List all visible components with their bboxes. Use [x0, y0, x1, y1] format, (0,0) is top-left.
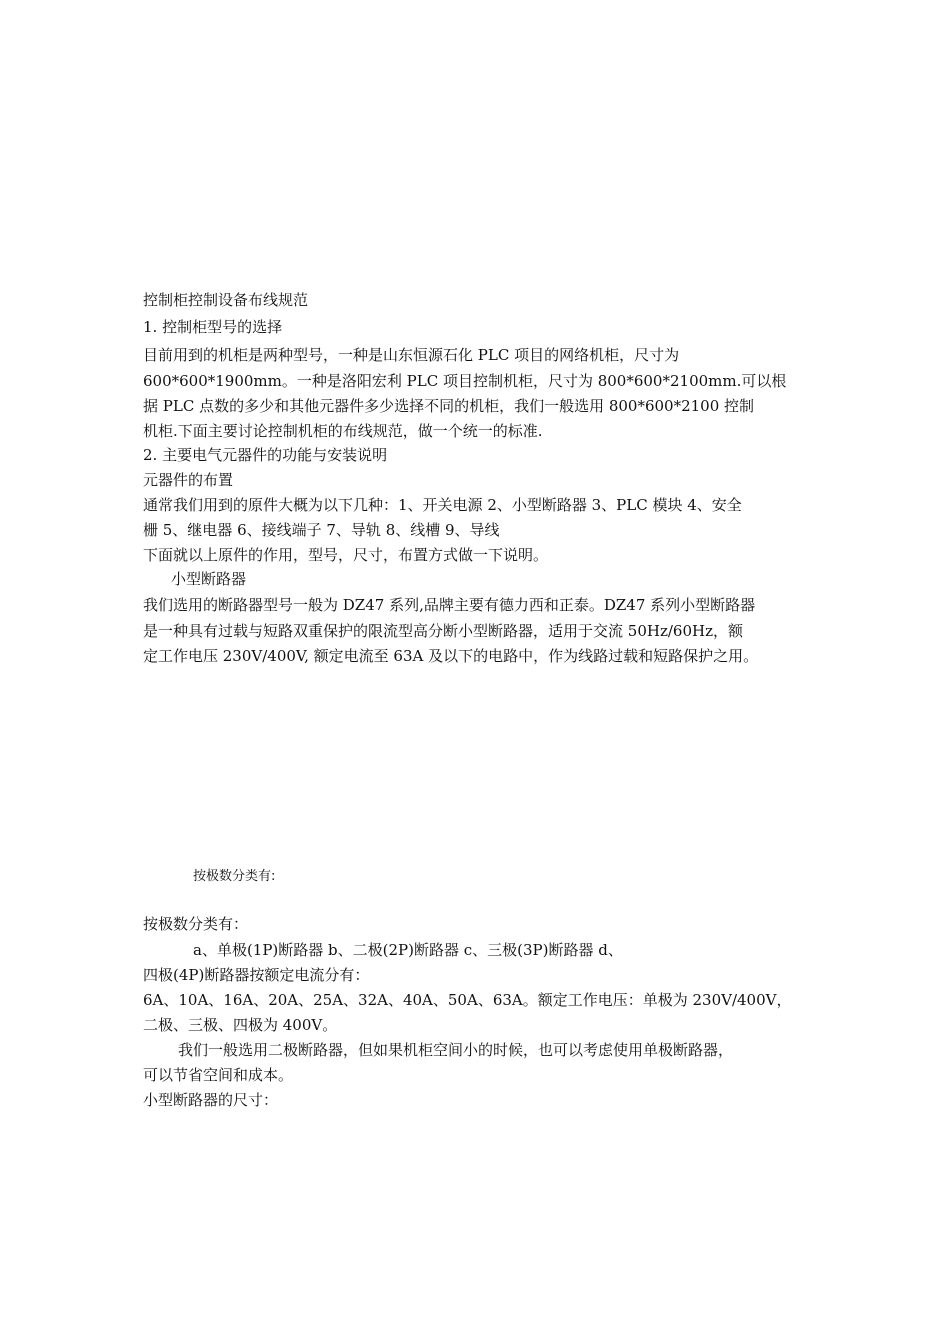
breaker-line: 是一种具有过载与短路双重保护的限流型高分断小型断路器，适用于交流 50Hz/60Hz，额 [143, 622, 743, 640]
components-line: 栅 5、继电器 6、接线端子 7、导轨 8、线槽 9、导线 [143, 521, 500, 539]
components-line: 通常我们用到的原件大概为以下几种：1、开关电源 2、小型断路器 3、PLC 模块 4、安全 [143, 496, 742, 514]
poles-small-label: 按极数分类有: [193, 869, 276, 884]
layout-subheading: 元器件的布置 [143, 471, 234, 489]
poles-heading: 按极数分类有： [143, 915, 249, 933]
document-title: 控制柜控制设备布线规范 [143, 291, 309, 309]
poles-line: 四极(4P)断路器按额定电流分有： [143, 966, 370, 984]
breaker-line: 我们选用的断路器型号一般为 DZ47 系列,品牌主要有德力西和正泰。DZ47 系列小型断路器 [143, 596, 756, 614]
breaker-line: 定工作电压 230V/400V, 额定电流至 63A 及以下的电路中，作为线路过载和短路保护之用。 [143, 647, 759, 665]
poles-line: 二极、三极、四极为 400V。 [143, 1016, 338, 1034]
usage-line: 可以节省空间和成本。 [143, 1066, 294, 1084]
poles-line: a、单极(1P)断路器 b、二极(2P)断路器 c、三极(3P)断路器 d、 [193, 941, 623, 959]
components-line: 下面就以上原件的作用，型号，尺寸，布置方式做一下说明。 [143, 546, 549, 564]
poles-line: 6A、10A、16A、20A、25A、32A、40A、50A、63A。额定工作电压：单极为 230V/400V， [143, 991, 792, 1009]
usage-line: 我们一般选用二极断路器，但如果机柜空间小的时候，也可以考虑使用单极断路器， [178, 1041, 734, 1059]
section-1-line: 机柜.下面主要讨论控制机柜的布线规范，做一个统一的标准. [143, 422, 543, 440]
section-1-heading: 1. 控制柜型号的选择 [143, 318, 283, 336]
section-2-heading: 2. 主要电气元器件的功能与安装说明 [143, 446, 388, 464]
section-1-line: 600*600*1900mm。一种是洛阳宏利 PLC 项目控制机柜，尺寸为 800*600*2100mm.可以根 [143, 372, 787, 390]
section-1-line: 据 PLC 点数的多少和其他元器件多少选择不同的机柜，我们一般选用 800*600*2100 控制 [143, 397, 755, 415]
breaker-heading: 小型断路器 [171, 570, 247, 588]
section-1-line: 目前用到的机柜是两种型号，一种是山东恒源石化 PLC 项目的网络机柜，尺寸为 [143, 346, 680, 364]
size-heading: 小型断路器的尺寸： [143, 1091, 279, 1109]
